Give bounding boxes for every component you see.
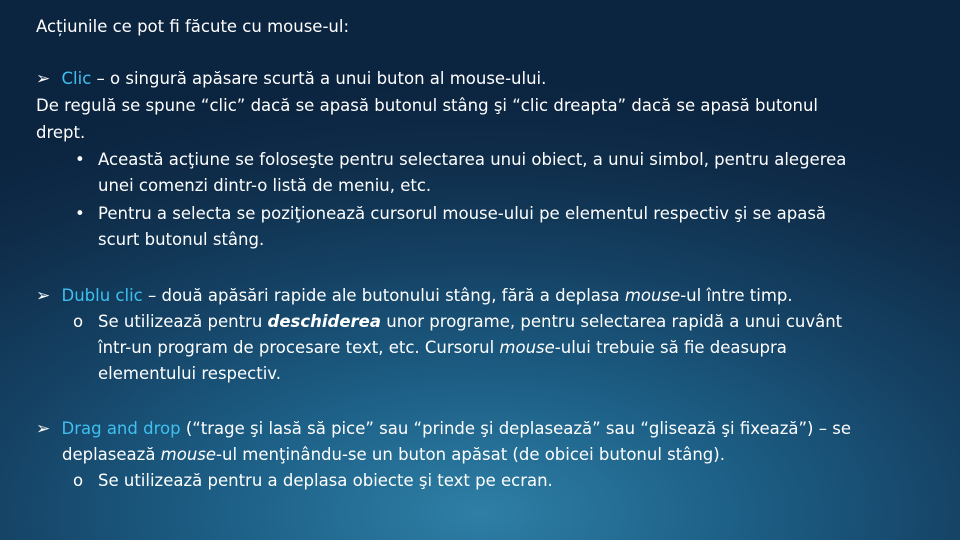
slide-title: Acțiunile ce pot fi făcute cu mouse-ul: (36, 17, 350, 36)
clic-line2: drept. (36, 123, 86, 142)
drag-heading: ➢ Drag and drop (“trage şi lasă să pice” sau “prinde şi deplasează” sau “glisează şi fixează”) – se (36, 419, 851, 439)
drag-line2: deplasează mouse-ul menţinându-se un buton apăsat (de obicei butonul stâng). (62, 445, 725, 464)
drag-sub: Se utilizează pentru a deplasa obiecte şi text pe ecran. (98, 471, 553, 490)
dublu-sub-mark (73, 309, 83, 335)
drag-sub-mark (73, 468, 83, 494)
arrow-bullet-icon: ➢ (36, 419, 51, 439)
bullet-dot-icon: • (75, 204, 85, 223)
clic-bullet1: Această acţiune se foloseşte pentru selectarea unui obiect, a unui simbol, pentru alegerea unei comenzi dintr-o listă de meniu, etc. (98, 150, 847, 195)
circle-bullet-icon: o (73, 471, 84, 490)
clic-heading (36, 66, 546, 92)
arrow-bullet-icon: ➢ (36, 286, 51, 306)
arrow-bullet-icon: ➢ (36, 69, 51, 89)
clic-bullet1-mark (75, 147, 85, 173)
dublu-sub: Se utilizează pentru deschiderea unor programe, pentru selectarea rapidă a unui cuvânt într-un program de procesare text, etc. Cursorul mouse-ului trebuie să fie deasupra elementului respectiv. (98, 312, 843, 383)
clic-term: Clic (61, 69, 92, 88)
dublu-term: Dublu clic (61, 286, 143, 305)
dublu-heading: ➢ Dublu clic – două apăsări rapide ale butonului stâng, fără a deplasa mouse-ul între timp. (36, 286, 793, 306)
circle-bullet-icon: o (73, 312, 84, 331)
bullet-dot-icon: • (75, 150, 85, 169)
clic-bullet2: Pentru a selecta se poziţionează cursorul mouse-ului pe elementul respectiv şi se apasă scurt butonul stâng. (98, 204, 827, 249)
drag-term: Drag and drop (61, 419, 181, 438)
clic-line1: De regulă se spune “clic” dacă se apasă butonul stâng şi “clic dreapta” dacă se apasă butonul (36, 96, 819, 115)
clic-definition: – o singură apăsare scurtă a unui buton al mouse-ului. (91, 69, 547, 88)
clic-bullet2-mark (75, 201, 85, 227)
